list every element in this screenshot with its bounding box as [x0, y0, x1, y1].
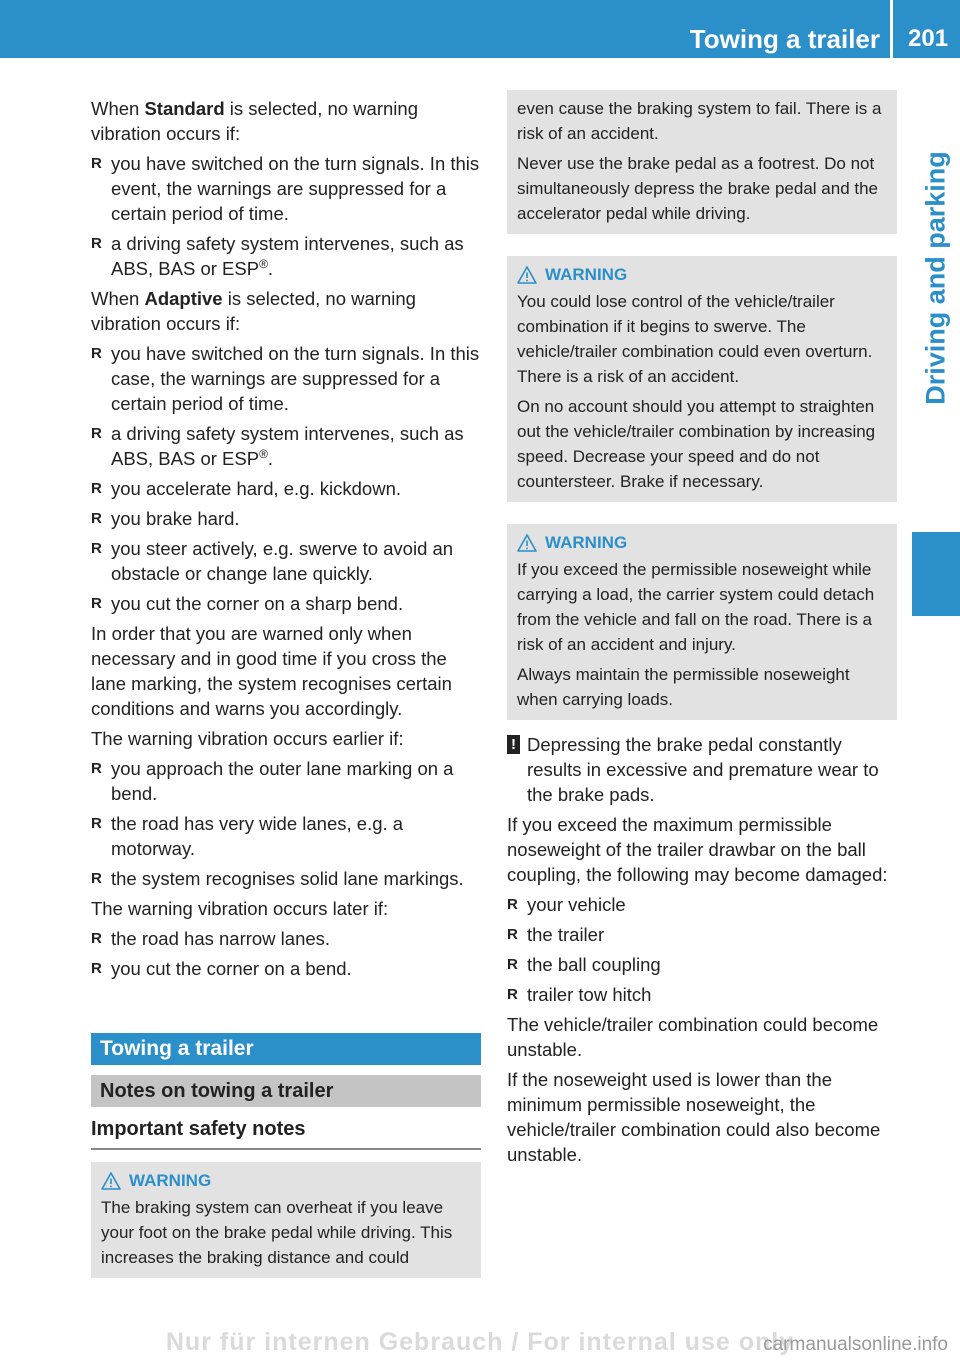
earlier-intro: The warning vibration occurs earlier if:: [91, 728, 404, 749]
bullet-icon: R: [91, 595, 102, 612]
page-header: [0, 0, 960, 58]
chapter-tab-label: Driving and parking: [920, 151, 951, 405]
list-item: R you have switched on the turn signals. In this event, the warnings are suppressed for a certain period of time.: [91, 153, 480, 224]
notice-icon: !: [507, 735, 520, 754]
bullet-icon: R: [507, 956, 518, 973]
warning-label: WARNING: [545, 265, 628, 284]
list-item: R the road has narrow lanes.: [91, 928, 331, 949]
list-item: R the road has very wide lanes, e.g. a motorway.: [91, 813, 404, 859]
bullet-icon: R: [91, 235, 102, 252]
list-item: R you accelerate hard, e.g. kickdown.: [91, 478, 401, 499]
list-item: R a driving safety system intervenes, such as ABS, BAS or ESP®.: [91, 423, 464, 469]
bullet-icon: R: [507, 896, 518, 913]
notice: [507, 732, 897, 807]
warning-box: [91, 1162, 481, 1278]
list-item: R you brake hard.: [91, 508, 240, 529]
list-item: R you steer actively, e.g. swerve to avoid an obstacle or change lane quickly.: [91, 538, 454, 584]
warning-text: Always maintain the permissible noseweight when carrying loads.: [517, 665, 850, 709]
warning-label: WARNING: [545, 533, 628, 552]
bullet-icon: R: [91, 480, 102, 497]
notice-text: Depressing the brake pedal constantly results in excessive and premature wear to the brake pads.: [527, 734, 879, 805]
list-item: R a driving safety system intervenes, such as ABS, BAS or ESP®.: [91, 233, 464, 279]
warning-header: [517, 530, 887, 555]
list-item: R the ball coupling: [507, 954, 661, 975]
warning-text: The braking system can overheat if you leave your foot on the brake pedal while driving. This increases the braking distance and could: [101, 1198, 453, 1267]
warning-header: [101, 1168, 471, 1193]
list-item: R you approach the outer lane marking on a bend.: [91, 758, 454, 804]
chapter-tab: [912, 58, 960, 532]
subsection-heading: Notes on towing a trailer: [91, 1075, 481, 1107]
footer-notice: Nur für internen Gebrauch / For internal use only: [165, 1328, 795, 1356]
bullet-icon: R: [91, 760, 102, 777]
warning-triangle-icon: [517, 534, 537, 552]
body-paragraph: If you exceed the maximum permissible noseweight of the trailer drawbar on the ball coupling, the following may become damaged:: [507, 814, 888, 885]
warning-text: On no account should you attempt to straighten out the vehicle/trailer combination by increasing speed. Decrease your speed and do not countersteer. Brake if necessary.: [517, 397, 876, 491]
intro-standard: When Standard is selected, no warning vibration occurs if:: [91, 98, 418, 144]
page-number: 201: [908, 25, 949, 52]
warning-text: If you exceed the permissible noseweight while carrying a load, the carrier system could detach from the vehicle and fall on the road. There is a risk of an accident and injury.: [517, 560, 875, 654]
warning-triangle-icon: [101, 1172, 121, 1190]
bullet-icon: R: [91, 960, 102, 977]
left-column: [91, 96, 481, 1278]
body-paragraph: The vehicle/trailer combination could become unstable.: [507, 1014, 879, 1060]
bullet-icon: R: [91, 815, 102, 832]
warning-triangle-icon: [517, 266, 537, 284]
list-item: R your vehicle: [507, 894, 626, 915]
list-item: R the trailer: [507, 924, 605, 945]
warning-box: [507, 256, 897, 502]
list-item: R you cut the corner on a bend.: [91, 958, 352, 979]
warning-box-continued: [507, 90, 897, 234]
watermark: carmanualsonline.info: [763, 1334, 948, 1355]
section-heading: Towing a trailer: [91, 1033, 481, 1065]
list-item: R the system recognises solid lane markings.: [91, 868, 464, 889]
warning-text: You could lose control of the vehicle/trailer combination if it begins to swerve. The vehicle/trailer combination could even overturn. There is a risk of an accident.: [517, 292, 873, 386]
warning-text: Never use the brake pedal as a footrest. Do not simultaneously depress the brake pedal and the accelerator pedal while driving.: [517, 154, 879, 223]
list-item: R trailer tow hitch: [507, 984, 652, 1005]
warning-header: [517, 262, 887, 287]
bullet-icon: R: [91, 345, 102, 362]
chapter-tab-marker: [912, 532, 960, 616]
later-intro: The warning vibration occurs later if:: [91, 898, 389, 919]
header-title: Towing a trailer: [689, 24, 880, 54]
bullet-icon: R: [91, 425, 102, 442]
body-paragraph: In order that you are warned only when necessary and in good time if you cross the lane marking, the system recognises certain conditions and warns you accordingly.: [91, 623, 452, 719]
list-item: R you cut the corner on a sharp bend.: [91, 593, 404, 614]
bullet-icon: R: [507, 986, 518, 1003]
warning-label: WARNING: [129, 1171, 212, 1190]
intro-adaptive: When Adaptive is selected, no warning vibration occurs if:: [91, 288, 416, 334]
spacer: [507, 502, 897, 524]
right-column: [507, 96, 897, 1172]
body-paragraph: If the noseweight used is lower than the minimum permissible noseweight, the vehicle/trailer combination could also become unstable.: [507, 1069, 881, 1165]
header-divider: [890, 0, 893, 58]
list-item: R you have switched on the turn signals. In this case, the warnings are suppressed for a certain period of time.: [91, 343, 480, 414]
bullet-icon: R: [507, 926, 518, 943]
bullet-icon: R: [91, 510, 102, 527]
bullet-icon: R: [91, 155, 102, 172]
spacer: [507, 234, 897, 256]
warning-text: even cause the braking system to fail. There is a risk of an accident.: [517, 99, 882, 143]
bullet-icon: R: [91, 930, 102, 947]
safety-notes-heading: Important safety notes: [91, 1117, 481, 1150]
warning-box: [507, 524, 897, 720]
bullet-icon: R: [91, 540, 102, 557]
bullet-icon: R: [91, 870, 102, 887]
